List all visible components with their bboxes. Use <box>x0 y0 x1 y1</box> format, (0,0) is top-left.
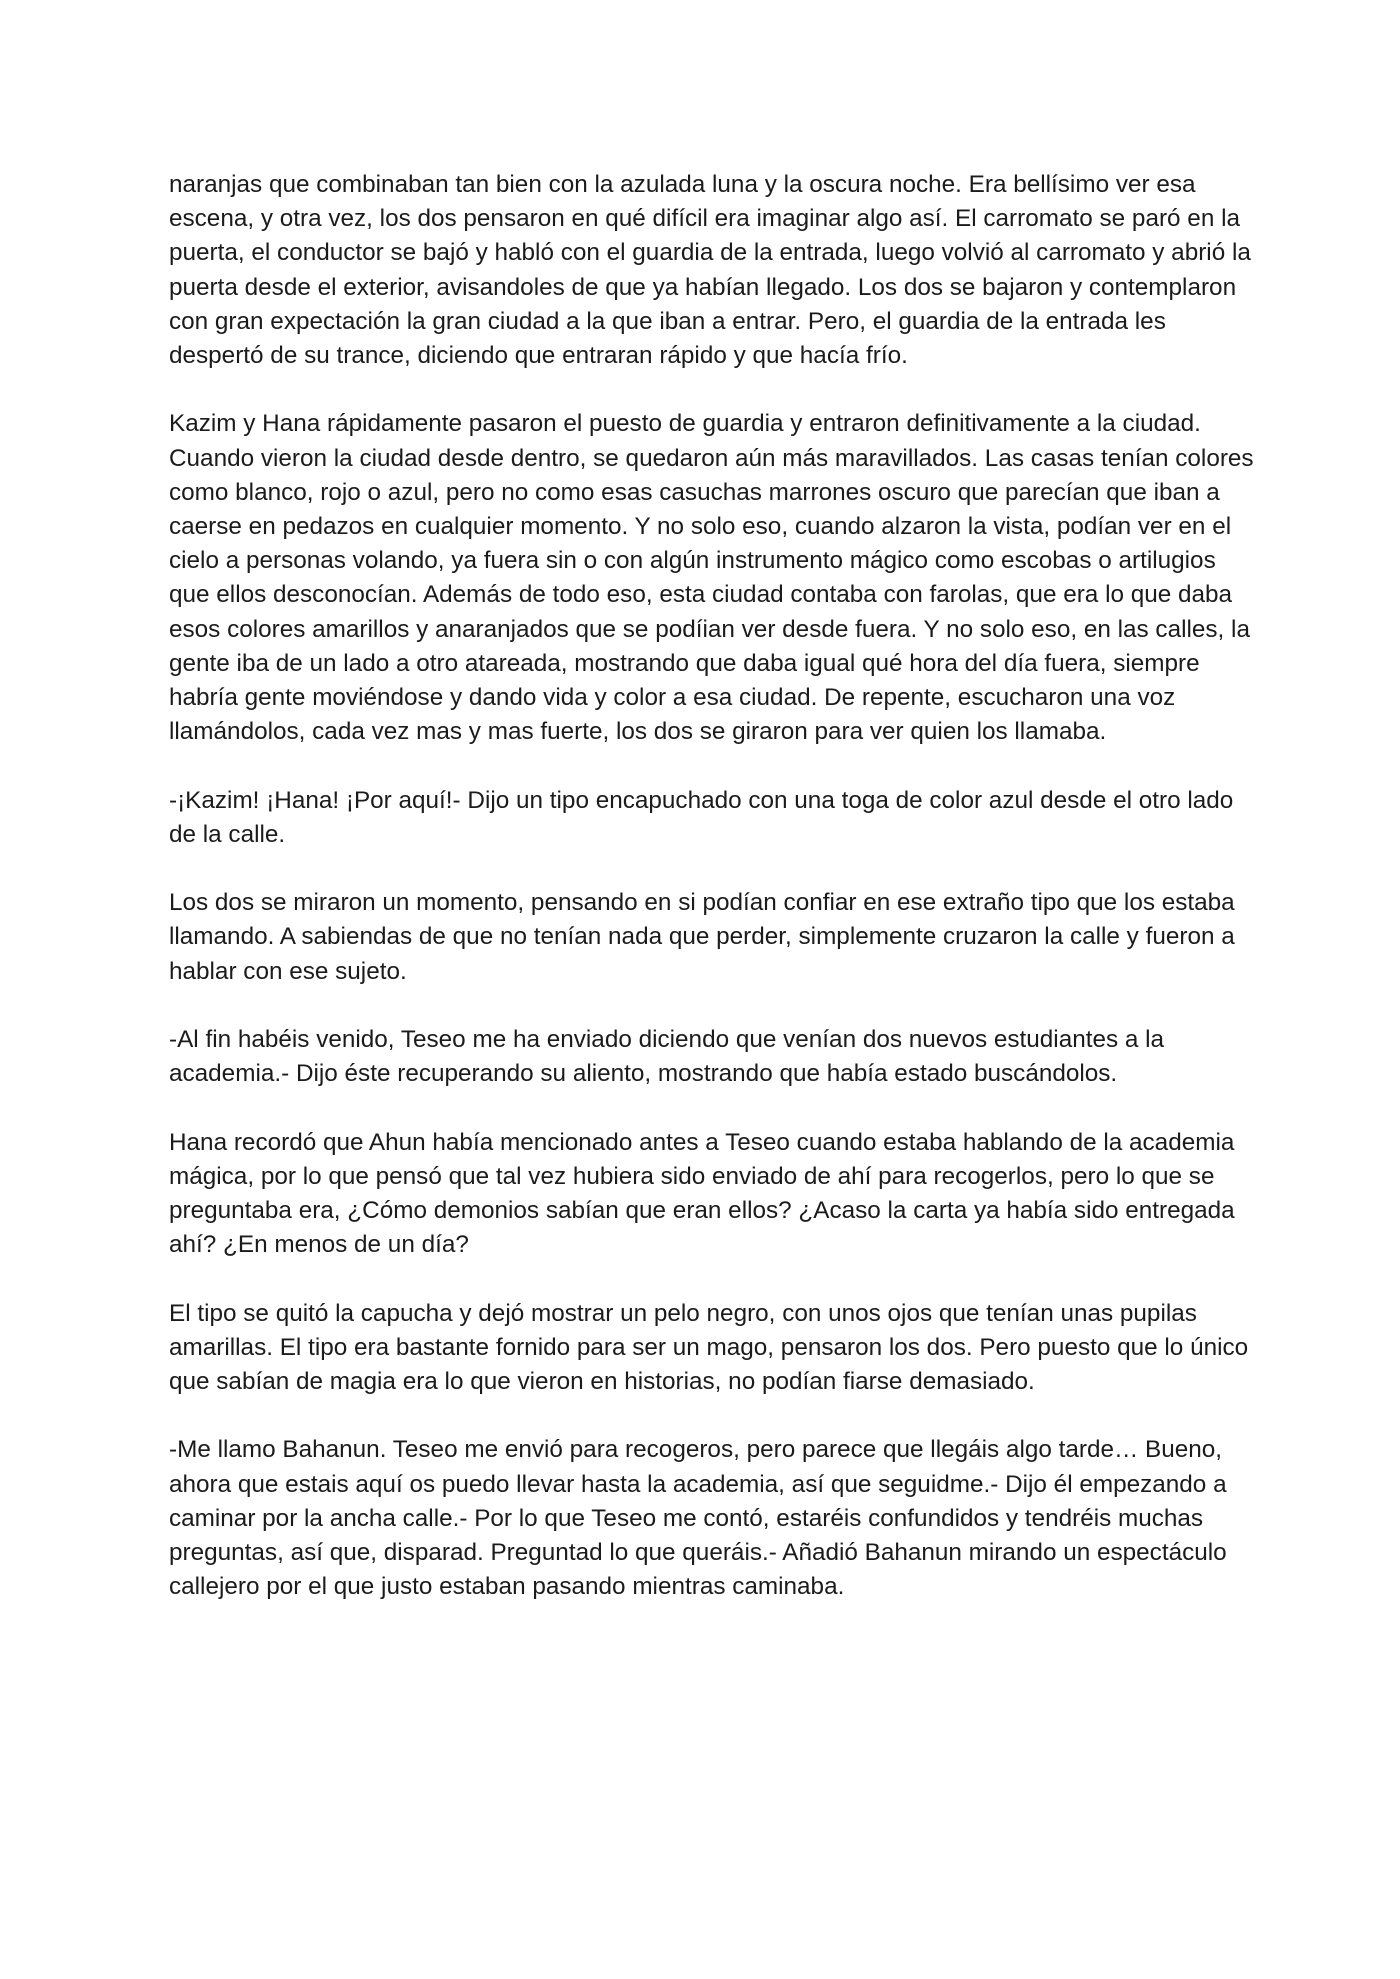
paragraph-1: naranjas que combinaban tan bien con la azulada luna y la oscura noche. Era bellísimo ver esa escena, y otra vez, los dos pensaron en qué difícil era imaginar algo así. El carromato se paró en la puerta, el conductor se bajó y habló con el guardia de la entrada, luego volvió al carromato y abrió la puerta desde el exterior, avisandoles de que ya habían llegado. Los dos se bajaron y contemplaron con gran expectación la gran ciudad a la que iban a entrar. Pero, el guardia de la entrada les despertó de su trance, diciendo que entraran rápido y que hacía frío. <box>169 171 1251 370</box>
paragraph-2: Kazim y Hana rápidamente pasaron el puesto de guardia y entraron definitivamente a la ciudad. Cuando vieron la ciudad desde dentro, se quedaron aún más maravillados. Las casas tenían colores como blanco, rojo o azul, pero no como esas casuchas marrones oscuro que parecían que iban a caerse en pedazos en cualquier momento. Y no solo eso, cuando alzaron la vista, podían ver en el cielo a personas volando, ya fuera sin o con algún instrumento mágico como escobas o artilugios que ellos desconocían. Además de todo eso, esta ciudad contaba con farolas, que era lo que daba esos colores amarillos y anaranjados que se podíian ver desde fuera. Y no solo eso, en las calles, la gente iba de un lado a otro atareada, mostrando que daba igual qué hora del día fuera, siempre habría gente moviéndose y dando vida y color a esa ciudad. De repente, escucharon una voz llamándolos, cada vez mas y mas fuerte, los dos se giraron para ver quien los llamaba. <box>169 410 1254 746</box>
paragraph-6: Hana recordó que Ahun había mencionado antes a Teseo cuando estaba hablando de la academia mágica, por lo que pensó que tal vez hubiera sido enviado de ahí para recogerlos, pero lo que se preguntaba era, ¿Cómo demonios sabían que eran ellos? ¿Acaso la carta ya había sido entregada ahí? ¿En menos de un día? <box>169 1128 1235 1259</box>
document-body <box>169 168 1259 1604</box>
paragraph-4: Los dos se miraron un momento, pensando en si podían confiar en ese extraño tipo que los estaba llamando. A sabiendas de que no tenían nada que perder, simplemente cruzaron la calle y fueron a hablar con ese sujeto. <box>169 889 1235 985</box>
paragraph-7: El tipo se quitó la capucha y dejó mostrar un pelo negro, con unos ojos que tenían unas pupilas amarillas. El tipo era bastante fornido para ser un mago, pensaron los dos. Pero puesto que lo único que sabían de magia era lo que vieron en historias, no podían fiarse demasiado. <box>169 1299 1249 1396</box>
paragraph-3: -¡Kazim! ¡Hana! ¡Por aquí!- Dijo un tipo encapuchado con una toga de color azul desde el otro lado de la calle. <box>169 786 1234 848</box>
paragraph-5: -Al fin habéis venido, Teseo me ha enviado diciendo que venían dos nuevos estudiantes a la academia.- Dijo éste recuperando su aliento, mostrando que había estado buscándolos. <box>169 1026 1165 1088</box>
paragraph-8: -Me llamo Bahanun. Teseo me envió para recogeros, pero parece que llegáis algo tarde… Bueno, ahora que estais aquí os puedo llevar hasta la academia, así que seguidme.- Dijo él empezando a caminar por la ancha calle.- Por lo que Teseo me contó, estaréis confundidos y tendréis muchas preguntas, así que, disparad. Preguntad lo que queráis.- Añadió Bahanun mirando un espectáculo callejero por el que justo estaban pasando mientras caminaba. <box>169 1436 1227 1601</box>
